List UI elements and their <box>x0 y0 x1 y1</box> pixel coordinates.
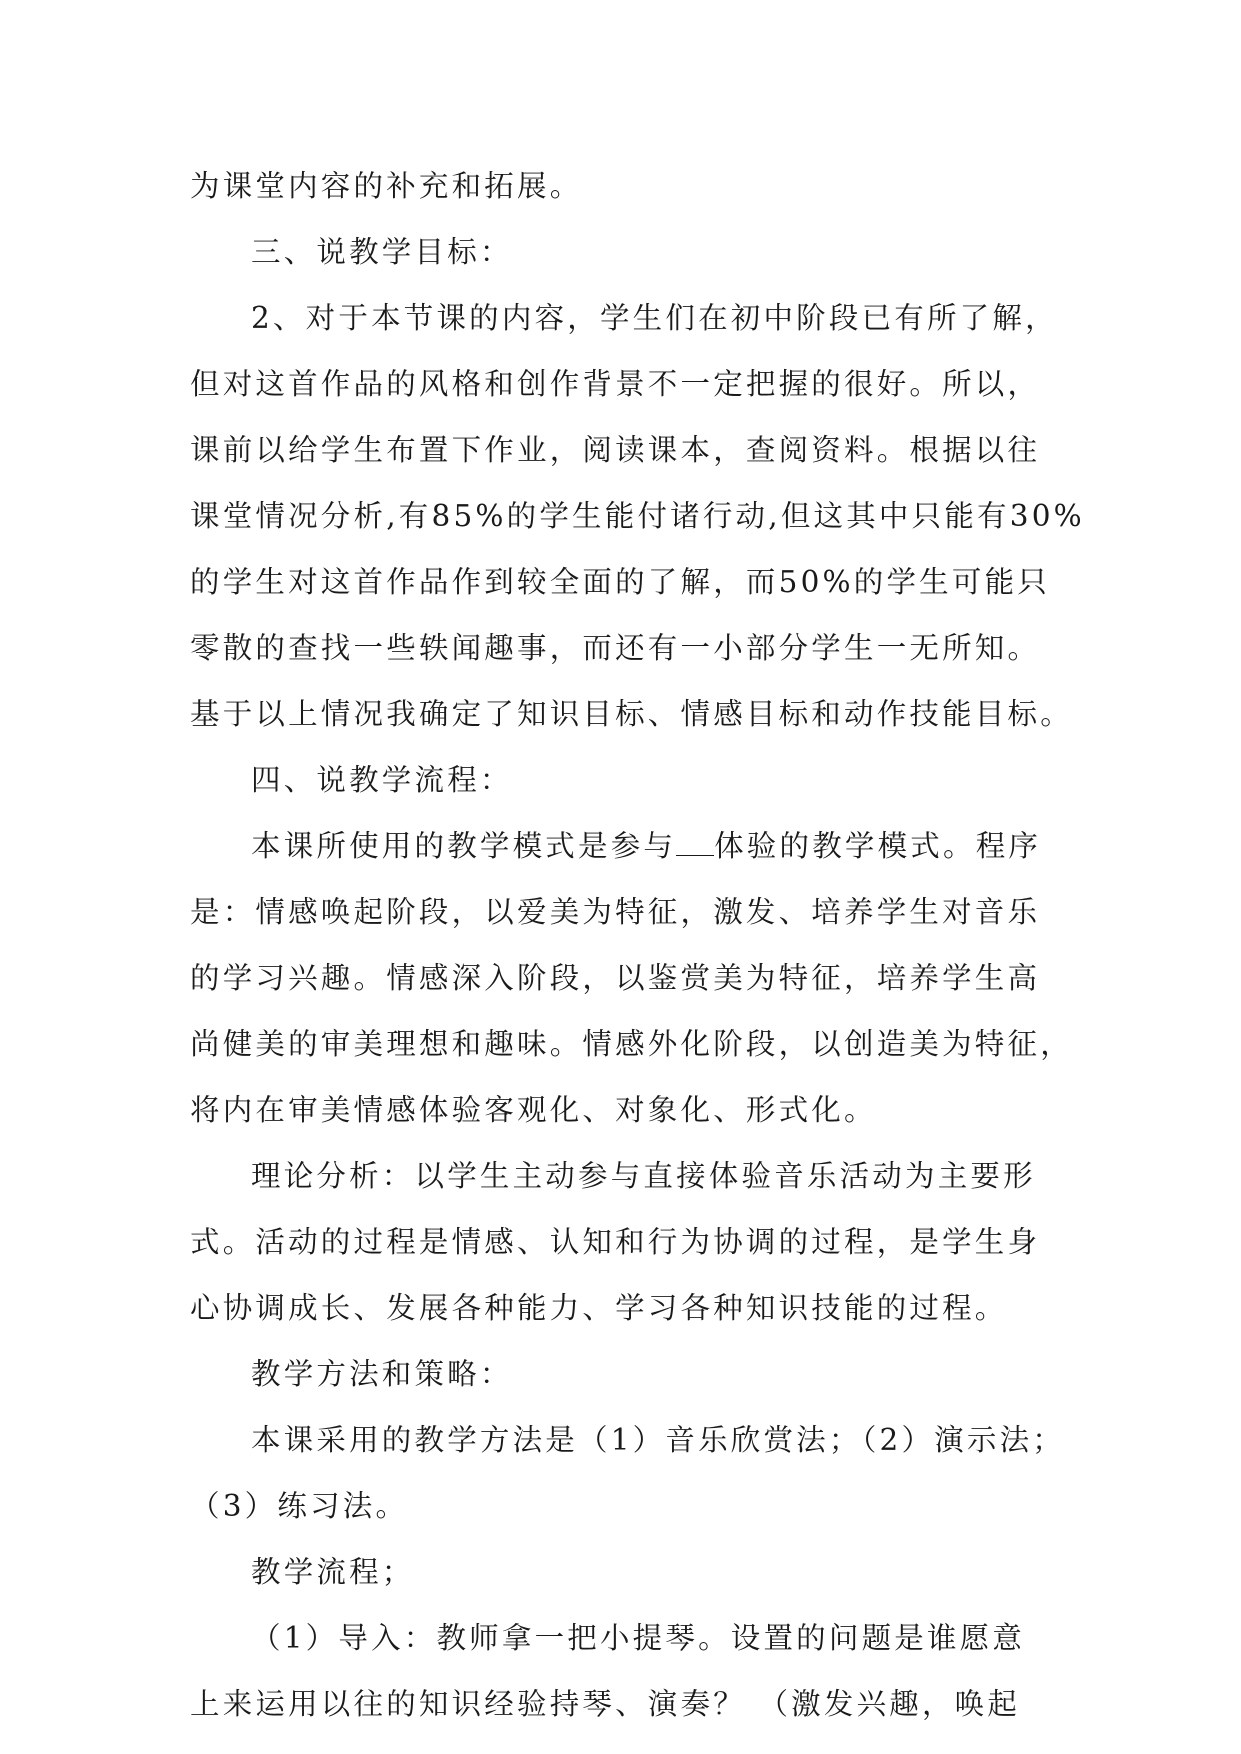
text-line: 2、对于本节课的内容，学生们在初中阶段已有所了解， <box>251 301 1058 335</box>
text-line: 课堂情况分析,有85%的学生能付诸行动,但这其中只能有30% <box>190 499 1085 533</box>
text-fragment: 体验的教学模式。程序 <box>714 829 1042 863</box>
text-line: 理论分析：以学生主动参与直接体验音乐活动为主要形 <box>251 1159 1036 1193</box>
text-line: 为课堂内容的补充和拓展。 <box>190 169 583 203</box>
text-line: 尚健美的审美理想和趣味。情感外化阶段，以创造美为特征， <box>190 1027 1073 1061</box>
text-line: 零散的查找一些轶闻趣事，而还有一小部分学生一无所知。 <box>190 631 1041 665</box>
text-line: 的学习兴趣。情感深入阶段，以鉴赏美为特征，培养学生高 <box>190 961 1041 995</box>
text-line: 但对这首作品的风格和创作背景不一定把握的很好。所以， <box>190 367 1041 401</box>
section-heading: 教学方法和策略： <box>251 1357 513 1391</box>
text-line <box>251 826 1041 866</box>
text-line: 课前以给学生布置下作业，阅读课本，查阅资料。根据以往 <box>190 433 1041 467</box>
text-line: 的学生对这首作品作到较全面的了解，而50%的学生可能只 <box>190 565 1050 599</box>
section-heading: 四、说教学流程： <box>251 763 513 797</box>
text-line: 本课采用的教学方法是（1）音乐欣赏法；（2）演示法； <box>251 1423 1065 1457</box>
section-heading: 教学流程； <box>251 1555 415 1589</box>
text-line: 是：情感唤起阶段，以爱美为特征，激发、培养学生对音乐 <box>190 895 1041 929</box>
text-line: （3）练习法。 <box>190 1489 409 1523</box>
text-line: 上来运用以往的知识经验持琴、演奏？ （激发兴趣，唤起 <box>190 1687 1021 1721</box>
text-line: （1）导入：教师拿一把小提琴。设置的问题是谁愿意 <box>251 1621 1026 1655</box>
text-line: 将内在审美情感体验客观化、对象化、形式化。 <box>190 1093 877 1127</box>
text-line: 基于以上情况我确定了知识目标、情感目标和动作技能目标。 <box>190 697 1073 731</box>
text-line: 心协调成长、发展各种能力、学习各种知识技能的过程。 <box>190 1291 1008 1325</box>
fill-in-blank <box>676 831 714 856</box>
text-line: 式。活动的过程是情感、认知和行为协调的过程，是学生身 <box>190 1225 1041 1259</box>
section-heading: 三、说教学目标： <box>251 235 513 269</box>
text-fragment: 本课所使用的教学模式是参与 <box>251 829 677 863</box>
